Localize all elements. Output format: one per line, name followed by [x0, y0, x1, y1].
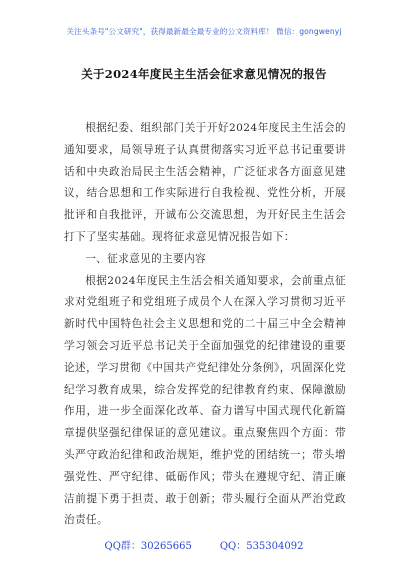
header-banner: 关注头条号"公文研究"，获得最新最全最专业的公文资料库！ 微信：gongwenyj: [66, 27, 342, 36]
intro-paragraph: 根据纪委、组织部门关于开好2024年度民主生活会的通知要求，局领导班子认真贯彻落实习近平总书记重要讲话和中央政治局民主生活会精神，广泛征求各方面意见建议，结合思想和工作实际进行自我检视、党性分析，开展批评和自我批评，开诚布公交流思想，为开好民主生活会打下了坚实基础。现将征求意见情况报告如下：: [64, 122, 346, 243]
qq-number: QQ：535304092: [219, 541, 304, 552]
document-body: [64, 118, 346, 532]
qq-group-number: QQ群：30265665: [104, 541, 192, 552]
section-heading-1: 一、征求意见的主要内容: [85, 252, 207, 265]
section-1-paragraph: 根据2024年度民主生活会相关通知要求，会前重点征求对党组班子和党组班子成员个人在深入学习贯彻习近平新时代中国特色社会主义思想和党的二十届三中全会精神学习领会习近平总书记关于全面加强党的纪律建设的重要论述，学习贯彻《中国共产党纪律处分条例》，巩固深化党纪学习教育成果，综合发挥党的纪律教育约束、保障激励作用，进一步全面深化改革、奋力谱写中国式现代化新篇章提供坚强纪律保证的意见建议。重点聚焦四个方面：带头严守政治纪律和政治规矩，维护党的团结统一；带头增强党性、严守纪律、砥砺作风；带头在遵规守纪、清正廉洁前提下勇于担责、敢于创新；带头履行全面从严治党政治责任。: [64, 274, 346, 527]
footer-contacts: [0, 537, 408, 552]
document-title: 关于2024年度民主生活会征求意见情况的报告: [81, 67, 327, 81]
